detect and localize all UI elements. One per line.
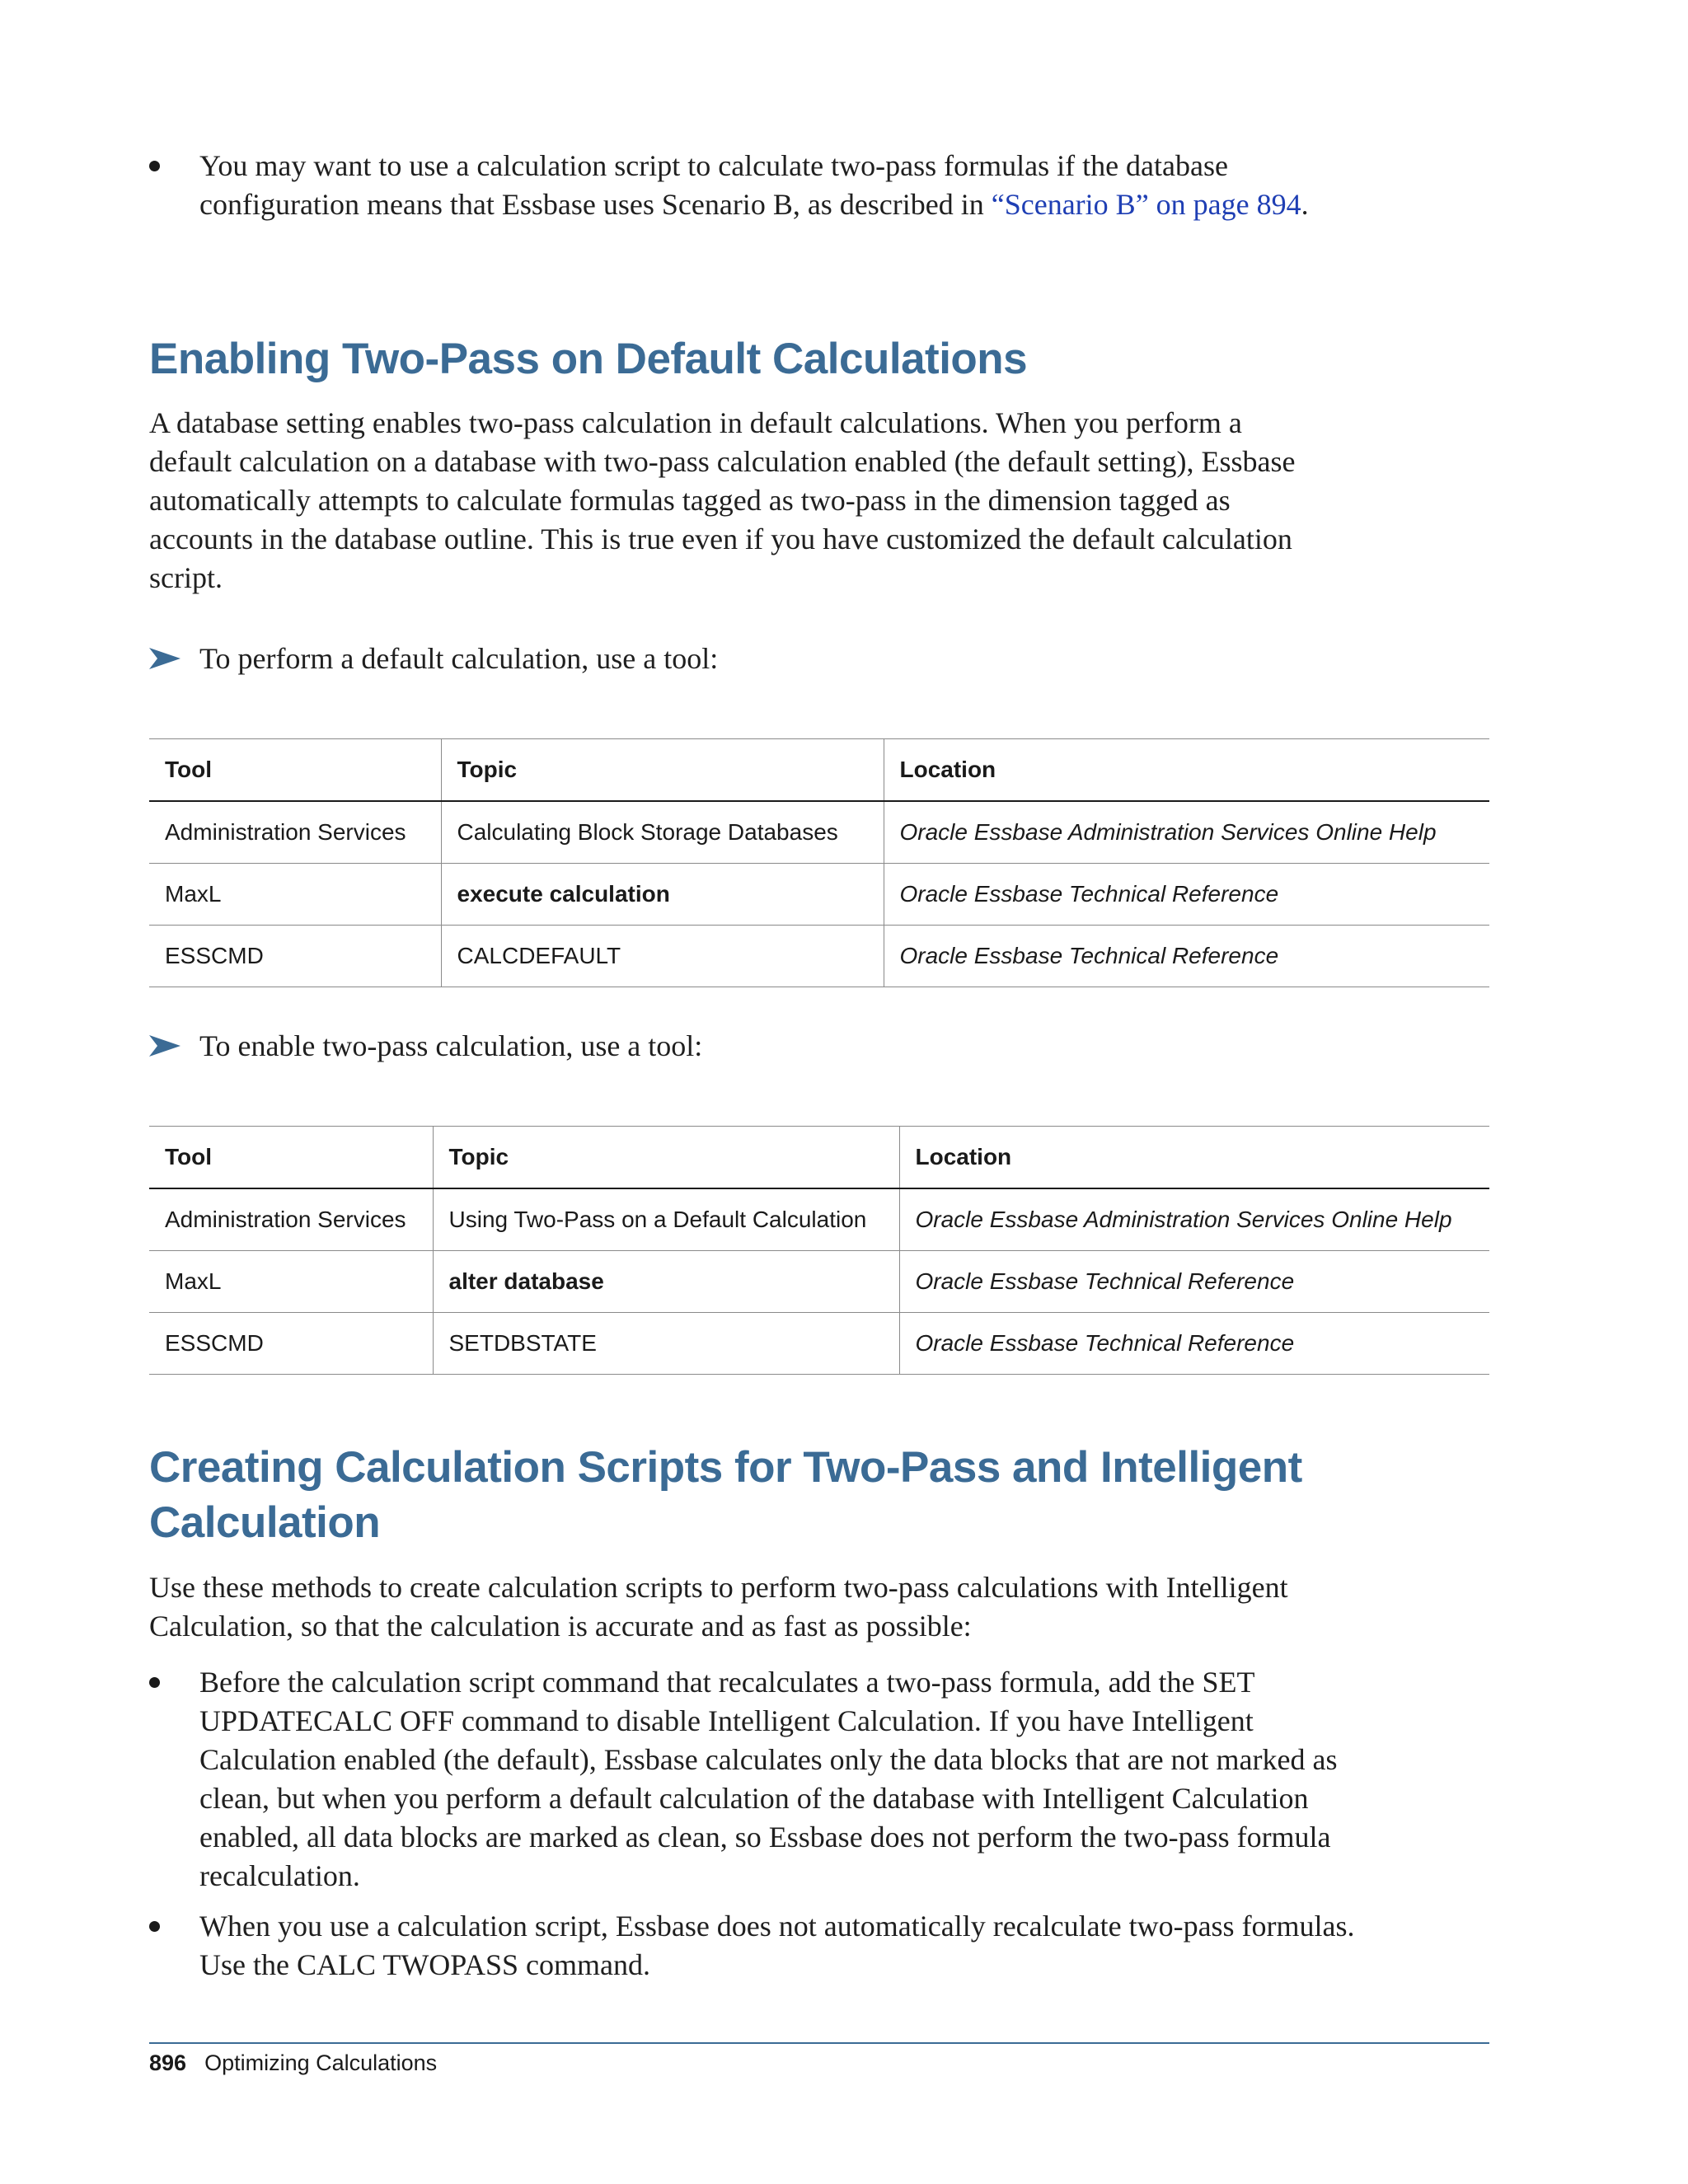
bullet-icon [149, 161, 160, 171]
procedure-enable-two-pass-text: To enable two-pass calculation, use a tool: [199, 1029, 703, 1062]
procedure-arrow-icon [149, 646, 181, 671]
intro-bullet [149, 147, 1309, 266]
bullet-icon [149, 1921, 160, 1932]
column-header-topic: Topic [441, 739, 884, 802]
column-header-location: Location [899, 1127, 1489, 1189]
table-row [149, 801, 1489, 864]
section2-paragraph: Use these methods to create calculation scripts to perform two-pass calculations with Intelligent Calculation, so that the calculation is accurate and as fast as possible: [149, 1571, 1288, 1643]
table-header-row [149, 739, 1489, 802]
procedure-default-calculation [149, 640, 1386, 678]
location-cell: Oracle Essbase Technical Reference [899, 1313, 1489, 1375]
column-header-tool: Tool [149, 739, 441, 802]
page-footer [149, 2050, 437, 2076]
table-row [149, 864, 1489, 926]
chapter-title: Optimizing Calculations [204, 2050, 438, 2075]
section1-paragraph: A database setting enables two-pass calculation in default calculations. When you perform a default calculation on a database with two-pass calculation enabled (the default setting), Essbase automatically attempts to calculate formulas tagged as two-pass in the dimension tagged as accounts in the database outline. This is true even if you have customized the default calculation script. [149, 406, 1296, 594]
topic-cell: execute calculation [441, 864, 884, 926]
table-row [149, 1313, 1489, 1375]
table-row [149, 1251, 1489, 1313]
column-header-topic: Topic [433, 1127, 899, 1189]
scenario-b-link[interactable]: “Scenario B” on page 894 [991, 188, 1301, 221]
tool-cell: Administration Services [149, 801, 441, 864]
intro-bullet-text-after: . [1301, 188, 1309, 221]
list-item [149, 1907, 1355, 1986]
topic-cell: alter database [433, 1251, 899, 1313]
location-cell: Oracle Essbase Administration Services Online Help [884, 801, 1489, 864]
list-item-text: Before the calculation script command that recalculates a two-pass formula, add the SET UPDATECALC OFF command to disable Intelligent Calculation. If you have Intelligent Calculation enabled (the default), Essbase calculates only the data blocks that are not marked as clean, but when you perform a default calculation of the database with Intelligent Calculation enabled, all data blocks are marked as clean, so Essbase does not perform the two-pass formula recalculation. [199, 1666, 1338, 1892]
page-number: 896 [149, 2050, 187, 2075]
tool-cell: Administration Services [149, 1188, 433, 1251]
tool-cell: ESSCMD [149, 1313, 433, 1375]
section-heading-enabling-two-pass: Enabling Two-Pass on Default Calculations [149, 335, 1028, 383]
topic-cell: CALCDEFAULT [441, 926, 884, 987]
enable-two-pass-tools-table [149, 1126, 1489, 1375]
topic-cell: Calculating Block Storage Databases [441, 801, 884, 864]
section1-paragraph-block [149, 404, 1320, 598]
list-item [149, 1663, 1338, 1898]
default-calculation-tools-table [149, 738, 1489, 987]
table-row [149, 926, 1489, 987]
location-cell: Oracle Essbase Technical Reference [884, 864, 1489, 926]
table-header-row [149, 1127, 1489, 1189]
section2-heading-line1: Creating Calculation Scripts for Two-Pass and Intelligent [149, 1443, 1302, 1492]
location-cell: Oracle Essbase Technical Reference [899, 1251, 1489, 1313]
location-cell: Oracle Essbase Technical Reference [884, 926, 1489, 987]
tool-cell: ESSCMD [149, 926, 441, 987]
location-cell: Oracle Essbase Administration Services Online Help [899, 1188, 1489, 1251]
procedure-arrow-icon [149, 1033, 181, 1058]
tool-cell: MaxL [149, 864, 441, 926]
section2-heading-line2: Calculation [149, 1498, 381, 1547]
section-heading-creating-calculation-scripts [149, 1440, 1302, 1550]
column-header-tool: Tool [149, 1127, 433, 1189]
topic-cell: SETDBSTATE [433, 1313, 899, 1375]
procedure-default-calculation-text: To perform a default calculation, use a tool: [199, 642, 719, 675]
section2-paragraph-block [149, 1568, 1320, 1646]
intro-bullet-text [199, 147, 1386, 224]
intro-bullet-text-before: You may want to use a calculation script to calculate two-pass formulas if the database configuration means that Essbase uses Scenario B, as described in [199, 149, 1228, 221]
bullet-icon [149, 1677, 160, 1688]
list-item-text: When you use a calculation script, Essbase does not automatically recalculate two-pass formulas. Use the CALC TWOPASS command. [199, 1910, 1355, 1981]
table-row [149, 1188, 1489, 1251]
procedure-enable-two-pass [149, 1027, 1386, 1066]
column-header-location: Location [884, 739, 1489, 802]
footer-rule [149, 2042, 1489, 2044]
tool-cell: MaxL [149, 1251, 433, 1313]
topic-cell: Using Two-Pass on a Default Calculation [433, 1188, 899, 1251]
